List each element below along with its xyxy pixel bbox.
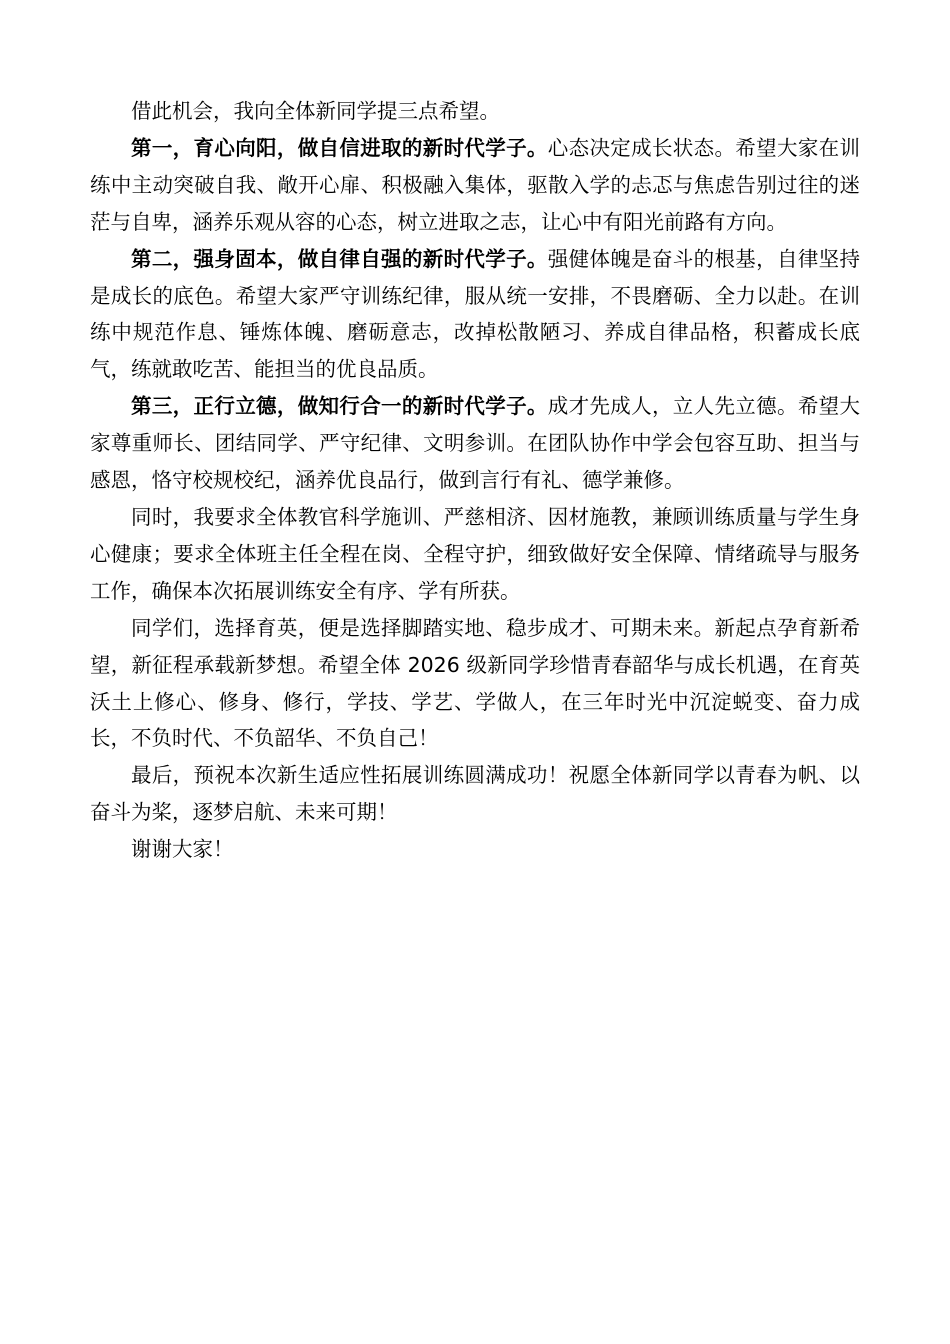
paragraph-intro xyxy=(90,93,860,130)
paragraph-closing-wishes xyxy=(90,757,860,831)
paragraph-thanks xyxy=(90,831,860,868)
paragraph-text: 强健体魄是奋斗的根基，自律坚持是成长的底色。希望大家严守训练纪律，服从统一安排，不畏磨砺、全力以赴。在训练中规范作息、锤炼体魄、磨砺意志，改掉松散陋习、养成自律品格，积蓄成长底气，练就敢吃苦、能担当的优良品质。 xyxy=(90,246,861,382)
paragraph-text: 最后，预祝本次新生适应性拓展训练圆满成功！祝愿全体新同学以青春为帆、以奋斗为桨，逐梦启航、未来可期！ xyxy=(90,763,860,825)
paragraph-staff-requirements xyxy=(90,499,860,610)
paragraph-text: 成才先成人，立人先立德。希望大家尊重师长、团结同学、严守纪律、文明参训。在团队协作中学会包容互助、担当与感恩，恪守校规校纪，涵养优良品行，做到言行有礼、德学兼修。 xyxy=(90,394,861,493)
paragraph-encouragement xyxy=(90,610,860,758)
paragraph-heading: 第二，强身固本，做自律自强的新时代学子。 xyxy=(131,246,548,271)
paragraph-point-three xyxy=(90,388,860,499)
paragraph-text: 同时，我要求全体教官科学施训、严慈相济、因材施教，兼顾训练质量与学生身心健康；要求全体班主任全程在岗、全程守护，细致做好安全保障、情绪疏导与服务工作，确保本次拓展训练安全有序、学有所获。 xyxy=(90,504,860,603)
paragraph-text: 心态决定成长状态。希望大家在训练中主动突破自我、敞开心扉、积极融入集体，驱散入学的忐忑与焦虑告别过往的迷茫与自卑，涵养乐观从容的心态，树立进取之志，让心中有阳光前路有方向。 xyxy=(90,135,861,234)
paragraph-text: 借此机会，我向全体新同学提三点希望。 xyxy=(131,99,500,123)
paragraph-point-one xyxy=(90,130,860,241)
paragraph-point-two xyxy=(90,241,860,389)
paragraph-heading: 第一，育心向阳，做自信进取的新时代学子。 xyxy=(131,135,548,160)
document-body xyxy=(90,93,860,868)
paragraph-text: 谢谢大家！ xyxy=(131,837,234,862)
paragraph-text: 同学们，选择育英，便是选择脚踏实地、稳步成才、可期未来。新起点孕育新希望，新征程承载新梦想。希望全体 2026 级新同学珍惜青春韶华与成长机遇，在育英沃土上修心、修身、修行，学技、学艺、学做人，在三年时光中沉淀蜕变、奋力成长，不负时代、不负韶华、不负自己！ xyxy=(90,615,860,751)
paragraph-heading: 第三，正行立德，做知行合一的新时代学子。 xyxy=(131,394,548,419)
